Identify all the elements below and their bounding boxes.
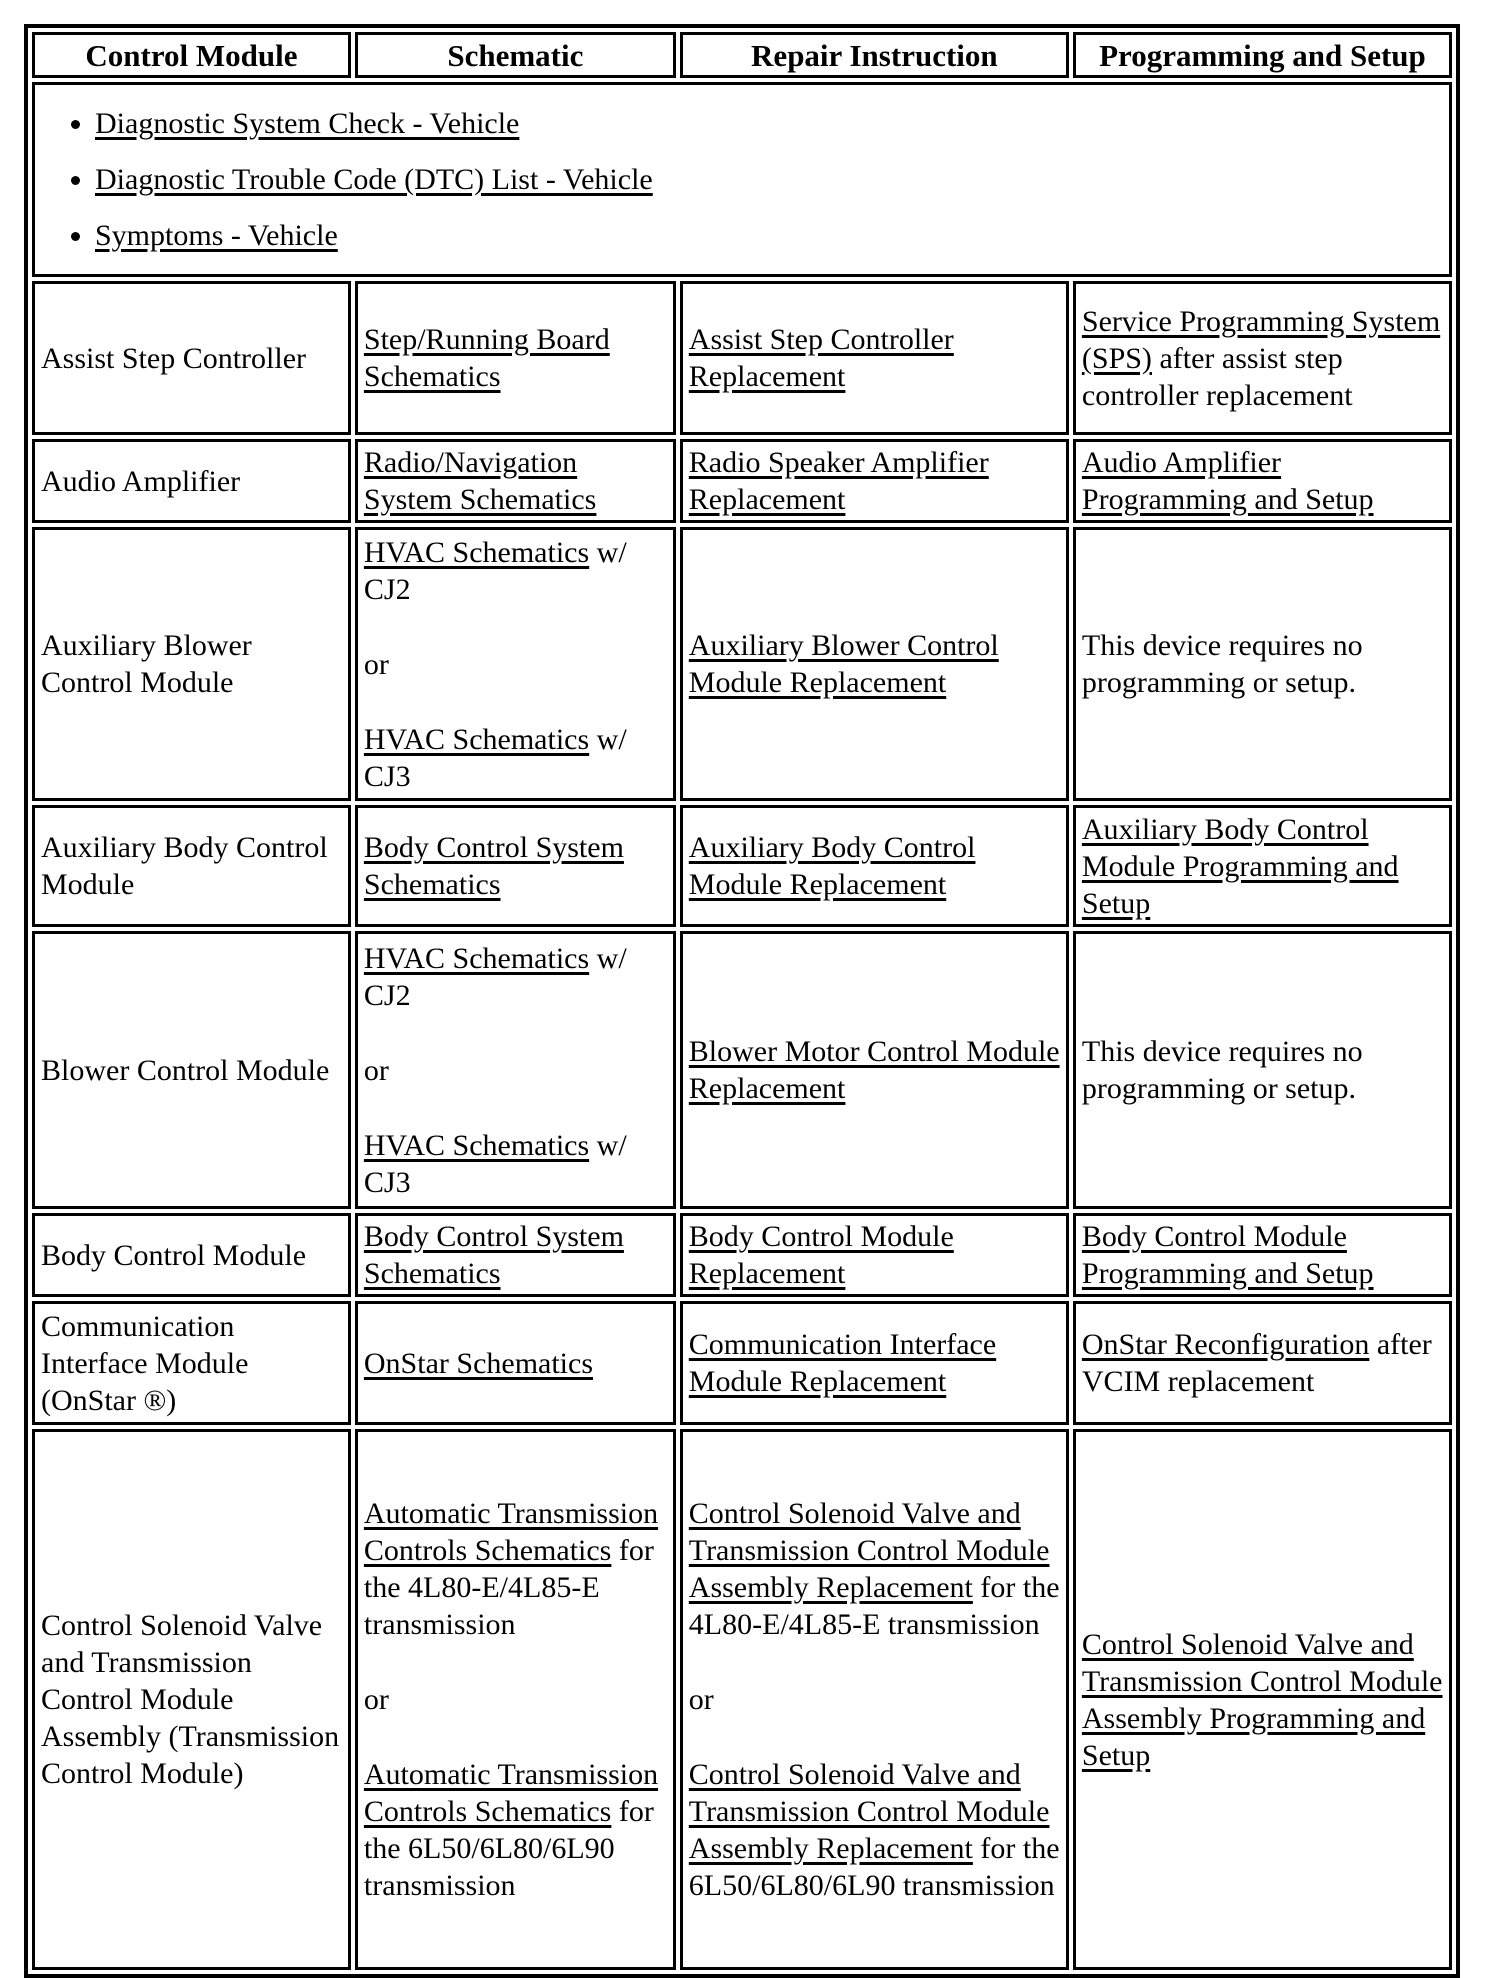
cell-paragraph: [364, 1681, 667, 1718]
cell-paragraph: [41, 829, 342, 903]
cell-paragraph: [689, 321, 1060, 395]
cell-repair: [680, 1429, 1069, 1970]
quick-link[interactable]: Diagnostic System Check - Vehicle: [95, 107, 520, 140]
table-header-row: [32, 32, 1452, 78]
table-row: [32, 439, 1452, 523]
cell-text: after VCIM replacement: [1081, 1328, 1432, 1398]
quick-links-list: [41, 105, 1443, 254]
cell-programming: [1073, 527, 1452, 801]
table-row: [32, 1429, 1452, 1970]
table-row: [32, 527, 1452, 801]
table-row: [32, 281, 1452, 435]
cell-paragraph: [364, 1345, 667, 1382]
cell-text: Blower Control Module: [41, 1053, 330, 1087]
cell-text: Control Solenoid Valve and Transmission Control Module Assembly (Transmission Control Module): [41, 1609, 340, 1790]
cell-paragraph: [364, 829, 667, 903]
cell-paragraph: [364, 1052, 667, 1089]
cell-paragraph: [41, 1237, 342, 1274]
cell-paragraph: [689, 1218, 1060, 1292]
cell-repair: [680, 1213, 1069, 1297]
cell-paragraph: [364, 1218, 667, 1292]
cell-paragraph: [689, 1756, 1060, 1904]
cell-paragraph: [1082, 303, 1443, 414]
doc-link[interactable]: Audio Amplifier Programming and Setup: [1081, 446, 1374, 516]
quick-link-item: [95, 217, 1443, 254]
cell-module: [32, 281, 351, 435]
cell-paragraph: [1082, 1626, 1443, 1774]
doc-link[interactable]: OnStar Reconfiguration: [1081, 1328, 1370, 1361]
cell-repair: [680, 931, 1069, 1209]
column-header-repair-instruction: Repair Instruction: [680, 32, 1069, 78]
cell-programming: [1073, 805, 1452, 927]
doc-link[interactable]: Automatic Transmission Controls Schematics: [363, 1758, 659, 1828]
cell-paragraph: [41, 1308, 342, 1419]
quick-link-item: [95, 105, 1443, 142]
column-header-programming-and-setup: Programming and Setup: [1073, 32, 1452, 78]
cell-text: w/ CJ3: [363, 722, 627, 793]
cell-paragraph: [41, 627, 342, 701]
control-module-reference-table: [24, 24, 1460, 1978]
cell-schematic: [355, 1213, 676, 1297]
doc-link[interactable]: Assist Step Controller Replacement: [688, 323, 954, 393]
table-row: [32, 931, 1452, 1209]
cell-paragraph: [689, 1681, 1060, 1718]
doc-link[interactable]: Body Control System Schematics: [363, 1220, 624, 1290]
quick-links-cell: [32, 82, 1452, 277]
cell-paragraph: [1082, 811, 1443, 922]
doc-link[interactable]: Body Control System Schematics: [363, 831, 624, 901]
cell-paragraph: [1082, 1218, 1443, 1292]
quick-link[interactable]: Symptoms - Vehicle: [95, 219, 338, 252]
doc-link[interactable]: Radio Speaker Amplifier Replacement: [688, 446, 989, 516]
cell-module: [32, 1429, 351, 1970]
cell-text: or: [363, 1053, 389, 1087]
cell-programming: [1073, 1429, 1452, 1970]
doc-link[interactable]: Control Solenoid Valve and Transmission Control Module Assembly Programming and Setup: [1081, 1627, 1443, 1772]
table-row: [32, 1301, 1452, 1425]
cell-programming: [1073, 931, 1452, 1209]
cell-text: Assist Step Controller: [41, 341, 307, 375]
doc-link[interactable]: OnStar Schematics: [363, 1346, 594, 1380]
cell-module: [32, 1301, 351, 1425]
cell-paragraph: [689, 1326, 1060, 1400]
doc-link[interactable]: Body Control Module Programming and Setup: [1081, 1220, 1374, 1290]
cell-module: [32, 527, 351, 801]
doc-link[interactable]: Blower Motor Control Module Replacement: [688, 1035, 1060, 1105]
cell-text: w/ CJ2: [363, 941, 627, 1012]
cell-paragraph: [364, 646, 667, 683]
doc-link[interactable]: Auxiliary Body Control Module Replacement: [688, 831, 976, 901]
quick-link[interactable]: Diagnostic Trouble Code (DTC) List - Vehicle: [95, 163, 653, 196]
cell-paragraph: [41, 1052, 342, 1089]
cell-module: [32, 931, 351, 1209]
cell-repair: [680, 527, 1069, 801]
doc-link[interactable]: Service Programming System (SPS): [1081, 304, 1441, 375]
cell-repair: [680, 281, 1069, 435]
cell-paragraph: [689, 627, 1060, 701]
cell-text: for the 6L50/6L80/6L90 transmission: [688, 1832, 1060, 1902]
doc-link[interactable]: Communication Interface Module Replacement: [688, 1328, 997, 1398]
doc-link[interactable]: Auxiliary Blower Control Module Replacement: [688, 629, 999, 699]
cell-repair: [680, 1301, 1069, 1425]
cell-text: Auxiliary Body Control Module: [41, 831, 328, 901]
cell-text: w/ CJ2: [363, 535, 627, 606]
cell-schematic: [355, 527, 676, 801]
cell-paragraph: [364, 721, 667, 795]
table-row: [32, 1213, 1452, 1297]
quick-links-row: [32, 82, 1452, 277]
doc-link[interactable]: Body Control Module Replacement: [688, 1220, 954, 1290]
cell-paragraph: [689, 444, 1060, 518]
cell-repair: [680, 439, 1069, 523]
cell-text: This device requires no programming or setup.: [1081, 1035, 1363, 1105]
cell-schematic: [355, 281, 676, 435]
cell-schematic: [355, 1301, 676, 1425]
cell-text: Audio Amplifier: [41, 464, 241, 498]
doc-link[interactable]: HVAC Schematics: [363, 722, 590, 756]
cell-paragraph: [689, 1033, 1060, 1107]
cell-paragraph: [41, 1607, 342, 1792]
doc-link[interactable]: HVAC Schematics: [363, 941, 590, 975]
cell-text: Communication Interface Module (OnStar ®): [41, 1309, 249, 1417]
cell-text: This device requires no programming or setup.: [1081, 629, 1363, 699]
cell-programming: [1073, 1301, 1452, 1425]
cell-programming: [1073, 281, 1452, 435]
cell-paragraph: [41, 463, 342, 500]
cell-text: or: [363, 647, 389, 681]
cell-text: after assist step controller replacement: [1081, 341, 1353, 412]
cell-module: [32, 805, 351, 927]
cell-text: Auxiliary Blower Control Module: [41, 629, 252, 699]
cell-programming: [1073, 439, 1452, 523]
cell-paragraph: [364, 1756, 667, 1904]
quick-link-item: [95, 161, 1443, 198]
cell-schematic: [355, 1429, 676, 1970]
doc-link[interactable]: Control Solenoid Valve and Transmission Control Module Assembly Replacement: [688, 1497, 1050, 1604]
doc-link[interactable]: HVAC Schematics: [363, 535, 590, 569]
cell-paragraph: [364, 1127, 667, 1201]
cell-paragraph: [364, 940, 667, 1014]
column-header-schematic: Schematic: [355, 32, 676, 78]
cell-text: or: [363, 1683, 389, 1716]
cell-module: [32, 439, 351, 523]
cell-paragraph: [41, 340, 342, 377]
cell-paragraph: [364, 534, 667, 608]
cell-text: for the 4L80-E/4L85-E transmission: [363, 1534, 654, 1641]
cell-paragraph: [689, 1495, 1060, 1643]
cell-schematic: [355, 439, 676, 523]
cell-repair: [680, 805, 1069, 927]
cell-text: Body Control Module: [41, 1238, 307, 1272]
cell-text: for the 4L80-E/4L85-E transmission: [688, 1571, 1060, 1641]
cell-paragraph: [364, 444, 667, 518]
doc-link[interactable]: Control Solenoid Valve and Transmission Control Module Assembly Replacement: [688, 1758, 1050, 1865]
cell-paragraph: [689, 829, 1060, 903]
doc-link[interactable]: Automatic Transmission Controls Schematics: [363, 1497, 659, 1567]
table-row: [32, 805, 1452, 927]
cell-paragraph: [1082, 627, 1443, 701]
cell-text: for the 6L50/6L80/6L90 transmission: [363, 1795, 654, 1902]
cell-schematic: [355, 931, 676, 1209]
cell-paragraph: [364, 321, 667, 395]
cell-paragraph: [1082, 444, 1443, 518]
doc-link[interactable]: Step/Running Board Schematics: [363, 323, 610, 393]
column-header-control-module: Control Module: [32, 32, 351, 78]
cell-paragraph: [364, 1495, 667, 1643]
cell-paragraph: [1082, 1326, 1443, 1400]
cell-programming: [1073, 1213, 1452, 1297]
doc-link[interactable]: Auxiliary Body Control Module Programming and Setup: [1081, 812, 1399, 920]
cell-text: w/ CJ3: [363, 1128, 627, 1199]
doc-link[interactable]: HVAC Schematics: [363, 1128, 590, 1162]
cell-paragraph: [1082, 1033, 1443, 1107]
cell-text: or: [688, 1683, 714, 1716]
cell-module: [32, 1213, 351, 1297]
doc-link[interactable]: Radio/Navigation System Schematics: [363, 446, 597, 516]
cell-schematic: [355, 805, 676, 927]
